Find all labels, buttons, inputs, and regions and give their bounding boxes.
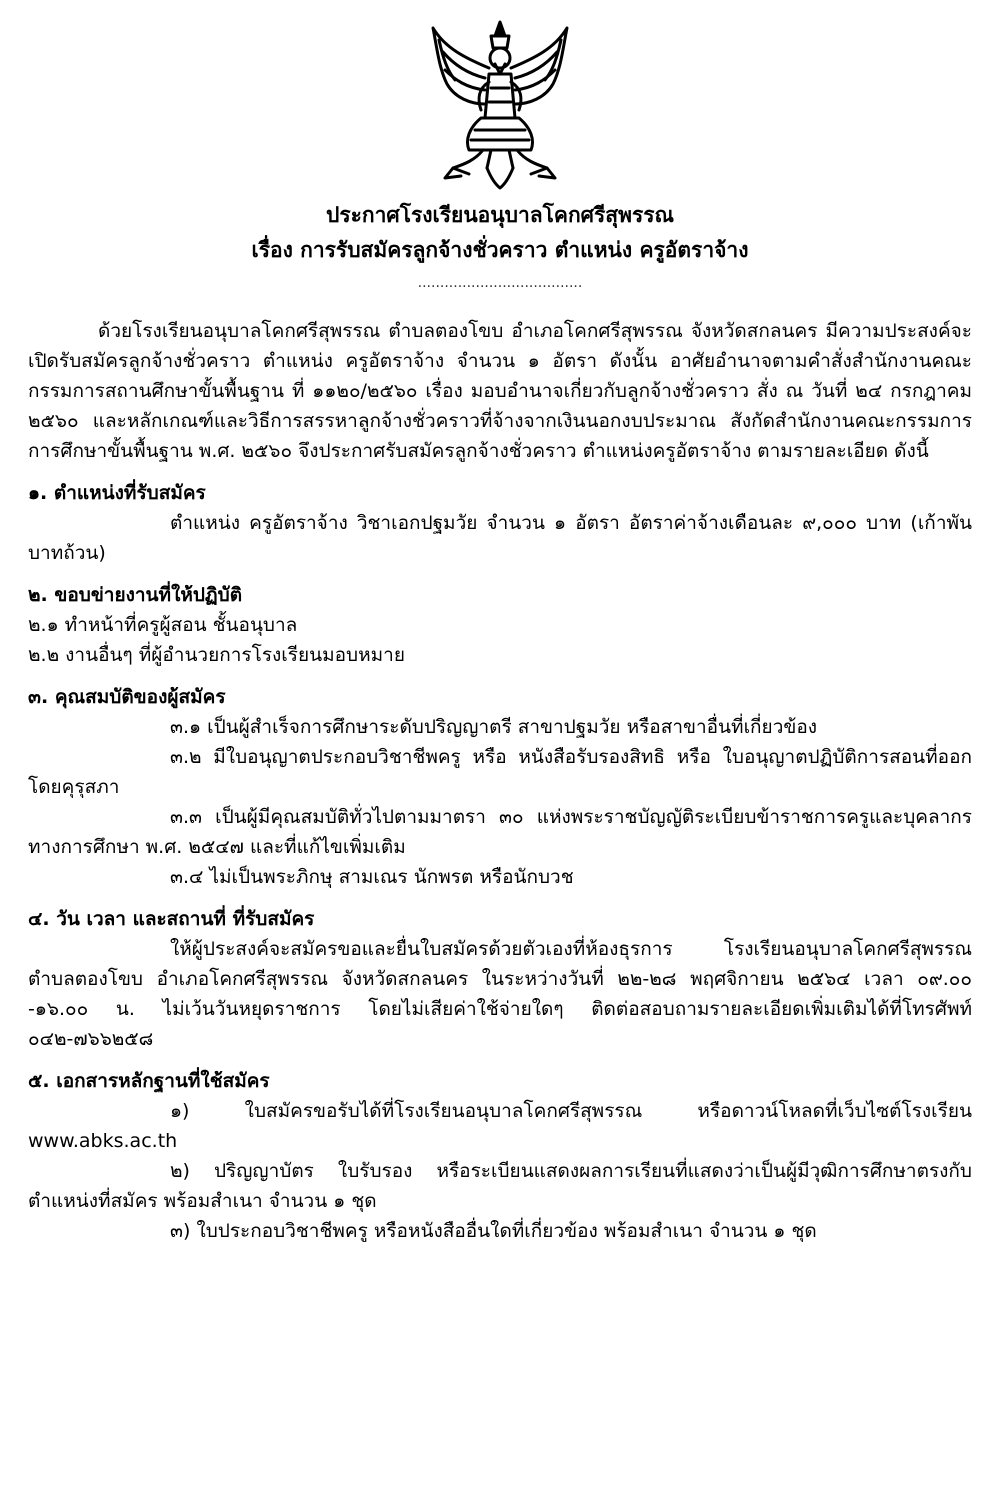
- announcement-body: [28, 316, 972, 1246]
- section-4-heading: ๔. วัน เวลา และสถานที่ ที่รับสมัคร: [28, 908, 315, 930]
- section-5-item: ๓) ใบประกอบวิชาชีพครู หรือหนังสืออื่นใดที่เกี่ยวข้อง พร้อมสำเนา จำนวน ๑ ชุด: [170, 1220, 817, 1242]
- section-2-item: ๒.๑ ทำหน้าที่ครูผู้สอน ชั้นอนุบาล: [28, 614, 298, 636]
- section-2-heading: ๒. ขอบข่ายงานที่ให้ปฏิบัติ: [28, 584, 243, 606]
- announcement-subject: เรื่อง การรับสมัครลูกจ้างชั่วคราว ตำแหน่ง ครูอัตราจ้าง: [251, 238, 749, 262]
- section-1-heading: ๑. ตำแหน่งที่รับสมัคร: [28, 482, 206, 504]
- announcement-title: ประกาศโรงเรียนอนุบาลโคกศรีสุพรรณ: [326, 203, 674, 227]
- section-5-heading: ๕. เอกสารหลักฐานที่ใช้สมัคร: [28, 1070, 270, 1092]
- section-2-item: ๒.๒ งานอื่นๆ ที่ผู้อำนวยการโรงเรียนมอบหมาย: [28, 644, 405, 666]
- intro-paragraph: ด้วยโรงเรียนอนุบาลโคกศรีสุพรรณ ตำบลตองโขบ อำเภอโคกศรีสุพรรณ จังหวัดสกลนคร มีความประสงค์จะเปิดรับสมัครลูกจ้างชั่วคราว ตำแหน่ง ครูอัตราจ้าง จำนวน ๑ อัตรา ดังนั้น อาศัยอำนาจตามคำสั่งสำนักงานคณะกรรมการสถานศึกษาขั้นพื้นฐาน ที่ ๑๑๒๐/๒๕๖๐ เรื่อง มอบอำนาจเกี่ยวกับลูกจ้างชั่วคราว สั่ง ณ วันที่ ๒๔ กรกฎาคม ๒๕๖๐ และหลักเกณฑ์และวิธีการสรรหาลูกจ้างชั่วคราวที่จ้างจากเงินนอกงบประมาณ สังกัดสำนักงานคณะกรรมการการศึกษาขั้นพื้นฐาน พ.ศ. ๒๕๖๐ จึงประกาศรับสมัครลูกจ้างชั่วคราว ตำแหน่งครูอัตราจ้าง ตามรายละเอียด ดังนี้: [28, 320, 972, 462]
- garuda-emblem-icon: [425, 18, 575, 190]
- section-4-text: ให้ผู้ประสงค์จะสมัครขอและยื่นใบสมัครด้วยตัวเองที่ห้องธุรการ โรงเรียนอนุบาลโคกศรีสุพรรณ ตำบลตองโขบ อำเภอโคกศรีสุพรรณ จังหวัดสกลนคร ในระหว่างวันที่ ๒๒-๒๘ พฤศจิกายน ๒๕๖๔ เวลา ๐๙.๐๐ -๑๖.๐๐ น. ไม่เว้นวันหยุดราชการ โดยไม่เสียค่าใช้จ่ายใดๆ ติดต่อสอบถามรายละเอียดเพิ่มเติมได้ที่โทรศัพท์ ๐๔๒-๗๖๖๒๕๘: [28, 938, 972, 1050]
- separator-line: .....................................: [417, 275, 583, 291]
- section-5-item: ๒) ปริญญาบัตร ใบรับรอง หรือระเบียนแสดงผลการเรียนที่แสดงว่าเป็นผู้มีวุฒิการศึกษาตรงกับตำแหน่งที่สมัคร พร้อมสำเนา จำนวน ๑ ชุด: [28, 1160, 972, 1212]
- section-1-text: ตำแหน่ง ครูอัตราจ้าง วิชาเอกปฐมวัย จำนวน ๑ อัตรา อัตราค่าจ้างเดือนละ ๙,๐๐๐ บาท (เก้าพันบาทถ้วน): [28, 512, 972, 564]
- section-3-item: ๓.๒ มีใบอนุญาตประกอบวิชาชีพครู หรือ หนังสือรับรองสิทธิ หรือ ใบอนุญาตปฏิบัติการสอนที่ออกโดยคุรุสภา: [28, 746, 972, 798]
- section-3-item: ๓.๔ ไม่เป็นพระภิกษุ สามเณร นักพรต หรือนักบวช: [170, 866, 574, 888]
- section-3-item: ๓.๑ เป็นผู้สำเร็จการศึกษาระดับปริญญาตรี สาขาปฐมวัย หรือสาขาอื่นที่เกี่ยวข้อง: [170, 716, 818, 738]
- section-3-item: ๓.๓ เป็นผู้มีคุณสมบัติทั่วไปตามมาตรา ๓๐ แห่งพระราชบัญญัติระเบียบข้าราชการครูและบุคลากรทางการศึกษา พ.ศ. ๒๕๔๗ และที่แก้ไขเพิ่มเติม: [28, 806, 972, 858]
- section-5-item: ๑) ใบสมัครขอรับได้ที่โรงเรียนอนุบาลโคกศรีสุพรรณ หรือดาวน์โหลดที่เว็บไซต์โรงเรียน www.abks.ac.th: [28, 1100, 972, 1152]
- section-3-heading: ๓. คุณสมบัติของผู้สมัคร: [28, 686, 226, 708]
